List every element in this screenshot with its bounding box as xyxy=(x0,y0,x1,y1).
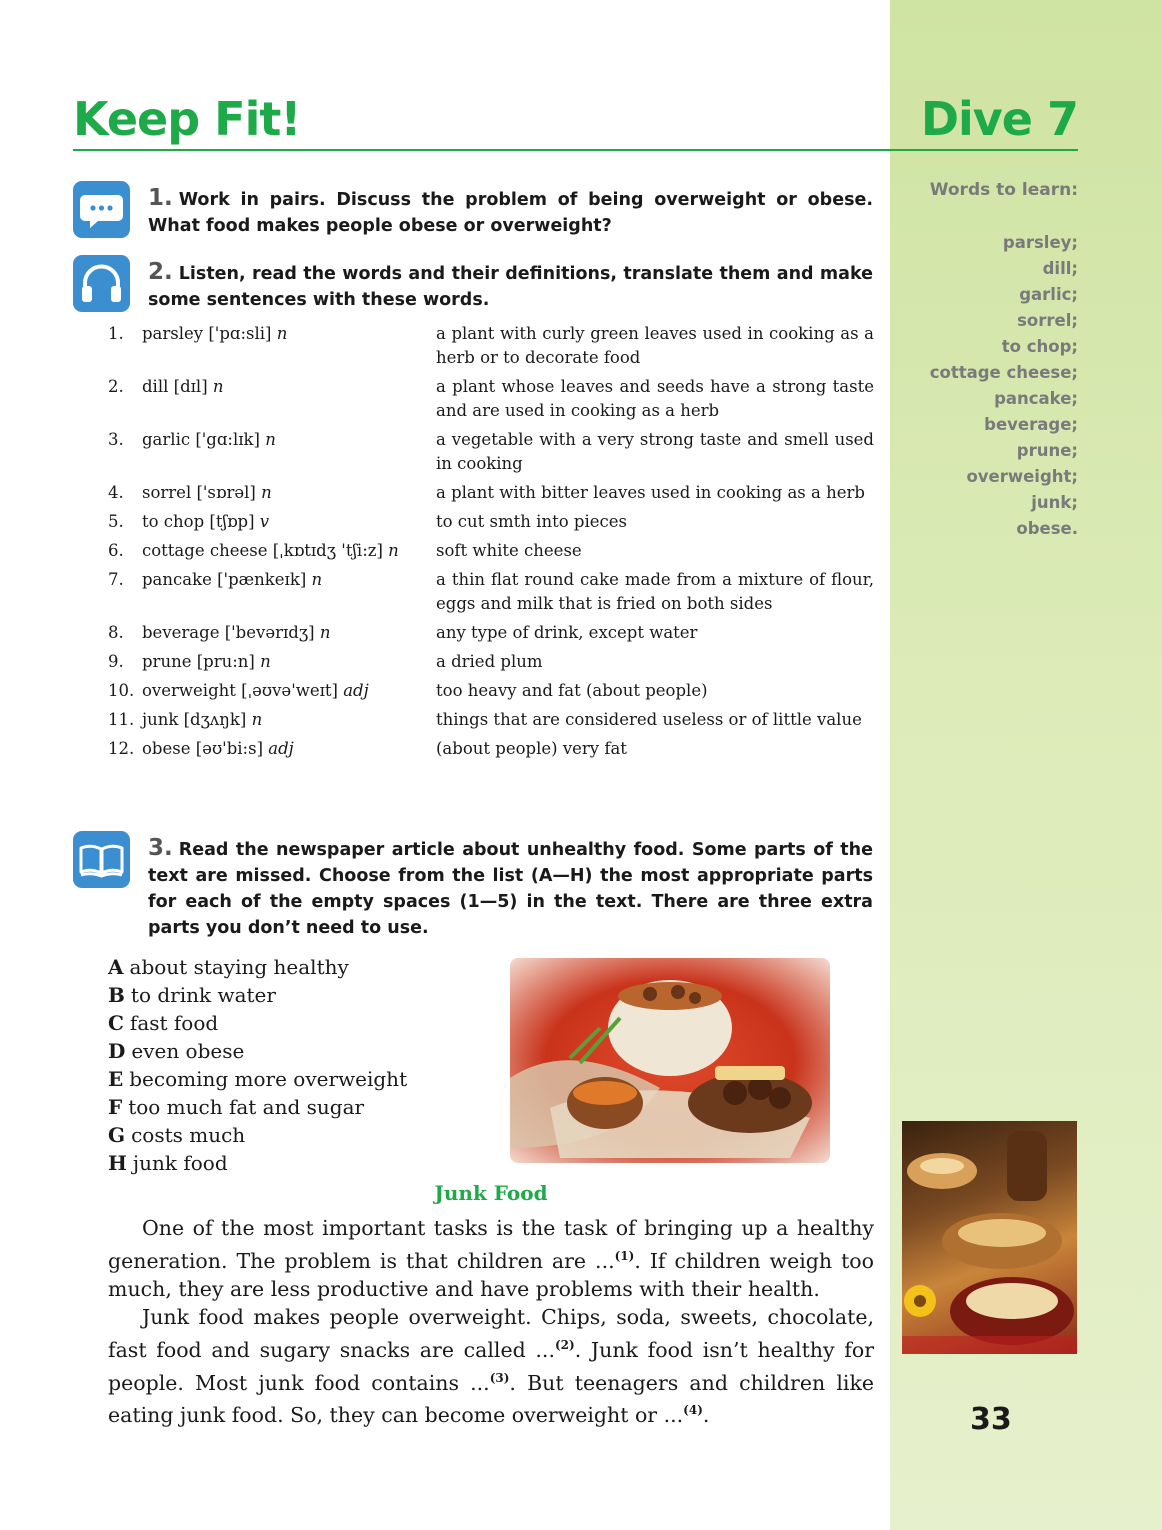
vocab-part-of-speech: n xyxy=(260,652,271,671)
task-2-text: Listen, read the words and their definitions, translate them and make some sentences with these words. xyxy=(148,264,873,310)
vocab-part-of-speech: n xyxy=(311,570,323,589)
article-body xyxy=(108,1214,874,1429)
article-text: . Junk food isn’t healthy for people. Most junk food contains ... xyxy=(108,1337,875,1395)
option-text: junk food xyxy=(132,1151,228,1175)
vocab-part-of-speech: n xyxy=(388,541,399,560)
task-1-number: 1. xyxy=(148,185,173,211)
vocab-headword: dill [dɪl] xyxy=(142,377,213,396)
word-to-learn-item: to chop; xyxy=(1001,337,1078,356)
vocab-headword: junk [dʒʌŋk] xyxy=(142,710,252,729)
vocab-row xyxy=(108,568,874,621)
vocab-row xyxy=(108,621,874,650)
vocab-number: 11. xyxy=(108,710,135,729)
answer-options-list xyxy=(108,953,407,1177)
task-3-number: 3. xyxy=(148,835,173,861)
vocab-headword: overweight [ˌəʊvə'weɪt] xyxy=(142,681,344,700)
vocab-row xyxy=(108,510,874,539)
vocab-definition: a plant with curly green leaves used in cooking as a herb or to decorate food xyxy=(436,324,874,367)
vocab-word xyxy=(142,568,436,621)
vocab-headword: garlic ['gɑ:lɪk] xyxy=(142,430,266,449)
vocab-definition: a plant with bitter leaves used in cooking as a herb xyxy=(436,483,865,502)
task-2-instruction xyxy=(148,259,873,313)
vocab-headword: sorrel ['sɒrəl] xyxy=(142,483,262,502)
vocab-number: 9. xyxy=(108,652,124,671)
vocab-definition: things that are considered useless or of little value xyxy=(436,710,862,729)
article-paragraph-2 xyxy=(108,1303,874,1429)
word-to-learn-item: cottage cheese; xyxy=(929,363,1078,382)
vocab-word xyxy=(142,375,436,428)
speech-bubble-icon xyxy=(73,181,130,238)
vocab-row xyxy=(108,679,874,708)
vocab-part-of-speech: v xyxy=(259,512,270,531)
task-3-text: Read the newspaper article about unhealthy food. Some parts of the text are missed. Choose from the list (A—H) the most appropriate parts for each of the empty spaces (1—5) in the text. There are three extra parts you don’t need to use. xyxy=(148,840,873,938)
vocab-definition: a vegetable with a very strong taste and smell used in cooking xyxy=(436,430,874,473)
option-text: fast food xyxy=(129,1011,219,1035)
article-paragraph-1 xyxy=(108,1214,874,1303)
vocab-headword: prune [pru:n] xyxy=(142,652,261,671)
vocab-word xyxy=(142,510,436,539)
vocab-number: 6. xyxy=(108,541,124,560)
vocabulary-table xyxy=(108,322,874,766)
article-text: . xyxy=(702,1403,710,1428)
article-title: Junk Food xyxy=(434,1181,548,1205)
word-to-learn-item: garlic; xyxy=(1019,285,1078,304)
header-rule xyxy=(73,149,1078,151)
vocab-word xyxy=(142,679,436,708)
word-to-learn-item: beverage; xyxy=(984,415,1078,434)
vocab-word xyxy=(142,650,436,679)
vocab-word xyxy=(142,708,436,737)
option-letter: G xyxy=(108,1123,126,1147)
vocab-part-of-speech: n xyxy=(251,710,263,729)
answer-option xyxy=(108,1037,407,1065)
vocab-word xyxy=(142,428,436,481)
option-text: even obese xyxy=(131,1039,245,1063)
option-letter: B xyxy=(108,983,125,1007)
option-text: too much fat and sugar xyxy=(128,1095,365,1119)
task-1-text: Work in pairs. Discuss the problem of being overweight or obese. What food makes people obese or overweight? xyxy=(148,190,873,236)
word-to-learn-item: pancake; xyxy=(994,389,1078,408)
answer-option xyxy=(108,1093,407,1121)
vocab-definition: to cut smth into pieces xyxy=(436,512,627,531)
vocab-part-of-speech: adj xyxy=(343,681,369,700)
vocab-number: 3. xyxy=(108,430,124,449)
vocab-headword: beverage ['bevərɪdʒ] xyxy=(142,623,320,642)
words-to-learn-list xyxy=(930,230,1078,542)
vocab-row xyxy=(108,539,874,568)
vocab-part-of-speech: n xyxy=(276,324,288,343)
vocab-word xyxy=(142,322,436,375)
option-letter: H xyxy=(108,1151,127,1175)
food-photo-table xyxy=(902,1121,1077,1354)
vocab-part-of-speech: adj xyxy=(268,739,294,758)
task-1-instruction xyxy=(148,185,873,239)
answer-option xyxy=(108,981,407,1009)
vocab-number: 7. xyxy=(108,570,124,589)
word-to-learn-item: junk; xyxy=(1031,493,1078,512)
option-text: to drink water xyxy=(130,983,276,1007)
vocab-headword: obese [əʊ'bi:s] xyxy=(142,739,269,758)
option-letter: D xyxy=(108,1039,126,1063)
answer-option xyxy=(108,1009,407,1037)
headphones-icon xyxy=(73,255,130,312)
word-to-learn-item: dill; xyxy=(1042,259,1078,278)
vocab-part-of-speech: n xyxy=(261,483,272,502)
gap-marker: (4) xyxy=(683,1403,703,1418)
vocab-word xyxy=(142,539,436,568)
vocab-number: 5. xyxy=(108,512,124,531)
word-to-learn-item: sorrel; xyxy=(1017,311,1078,330)
vocab-row xyxy=(108,481,874,510)
vocab-row xyxy=(108,375,874,428)
food-photo-soup-pot xyxy=(510,958,830,1163)
vocab-part-of-speech: n xyxy=(319,623,331,642)
word-to-learn-item: overweight; xyxy=(966,467,1078,486)
page-number: 33 xyxy=(970,1402,1012,1437)
article-text: Junk food makes people overweight. Chips, soda, sweets, chocolate, fast food and sugary snacks are called ... xyxy=(108,1304,874,1362)
vocab-headword: parsley ['pɑ:sli] xyxy=(142,324,277,343)
gap-marker: (1) xyxy=(614,1249,635,1263)
vocab-word xyxy=(142,621,436,650)
word-to-learn-item: obese. xyxy=(1016,519,1078,538)
task-2-number: 2. xyxy=(148,259,173,285)
vocab-headword: pancake ['pænkeɪk] xyxy=(142,570,312,589)
article-text: . If children weigh too much, they are less productive and have problems with their health. xyxy=(108,1248,874,1301)
section-title: Keep Fit! xyxy=(73,92,301,146)
option-letter: C xyxy=(108,1011,124,1035)
option-text: about staying healthy xyxy=(129,955,349,979)
vocab-part-of-speech: n xyxy=(212,377,224,396)
vocab-number: 1. xyxy=(108,324,124,343)
vocab-definition: soft white cheese xyxy=(436,541,582,560)
gap-marker: (2) xyxy=(554,1337,575,1352)
vocab-definition: any type of drink, except water xyxy=(436,623,698,642)
vocab-row xyxy=(108,708,874,737)
vocab-row xyxy=(108,737,874,766)
vocab-definition: a thin flat round cake made from a mixture of flour, eggs and milk that is fried on both sides xyxy=(436,570,874,613)
words-to-learn-title: Words to learn: xyxy=(929,180,1078,200)
word-to-learn-item: prune; xyxy=(1016,441,1078,460)
vocab-row xyxy=(108,650,874,679)
option-letter: E xyxy=(108,1067,124,1091)
vocab-definition: (about people) very fat xyxy=(436,739,627,758)
article-text: . But teenagers and children like eating junk food. So, they can become overweight or ... xyxy=(108,1370,874,1428)
vocab-part-of-speech: n xyxy=(265,430,276,449)
vocab-number: 8. xyxy=(108,623,124,642)
vocab-row xyxy=(108,428,874,481)
answer-option xyxy=(108,953,407,981)
vocab-number: 4. xyxy=(108,483,124,502)
word-to-learn-item: parsley; xyxy=(1002,233,1078,252)
gap-marker: (3) xyxy=(489,1370,510,1385)
task-3-instruction xyxy=(148,835,873,941)
book-icon xyxy=(73,831,130,888)
vocab-definition: too heavy and fat (about people) xyxy=(436,681,708,700)
option-text: costs much xyxy=(131,1123,246,1147)
answer-option xyxy=(108,1121,407,1149)
vocab-definition: a dried plum xyxy=(436,652,543,671)
answer-option xyxy=(108,1065,407,1093)
option-letter: A xyxy=(108,955,124,979)
answer-option xyxy=(108,1149,407,1177)
vocab-number: 12. xyxy=(108,739,135,758)
article-text: One of the most important tasks is the task of bringing up a healthy generation. The problem is that children are ... xyxy=(108,1216,874,1273)
vocab-row xyxy=(108,322,874,375)
unit-title: Dive 7 xyxy=(920,92,1078,146)
vocab-definition: a plant whose leaves and seeds have a strong taste and are used in cooking as a herb xyxy=(436,377,874,420)
option-letter: F xyxy=(108,1095,123,1119)
vocab-word xyxy=(142,737,436,766)
option-text: becoming more overweight xyxy=(129,1067,408,1091)
vocab-word xyxy=(142,481,436,510)
vocab-headword: to chop [tʃɒp] xyxy=(142,512,260,531)
vocab-headword: cottage cheese [ˌkɒtɪdʒ 'tʃi:z] xyxy=(142,541,389,560)
vocab-number: 2. xyxy=(108,377,124,396)
vocab-number: 10. xyxy=(108,681,135,700)
